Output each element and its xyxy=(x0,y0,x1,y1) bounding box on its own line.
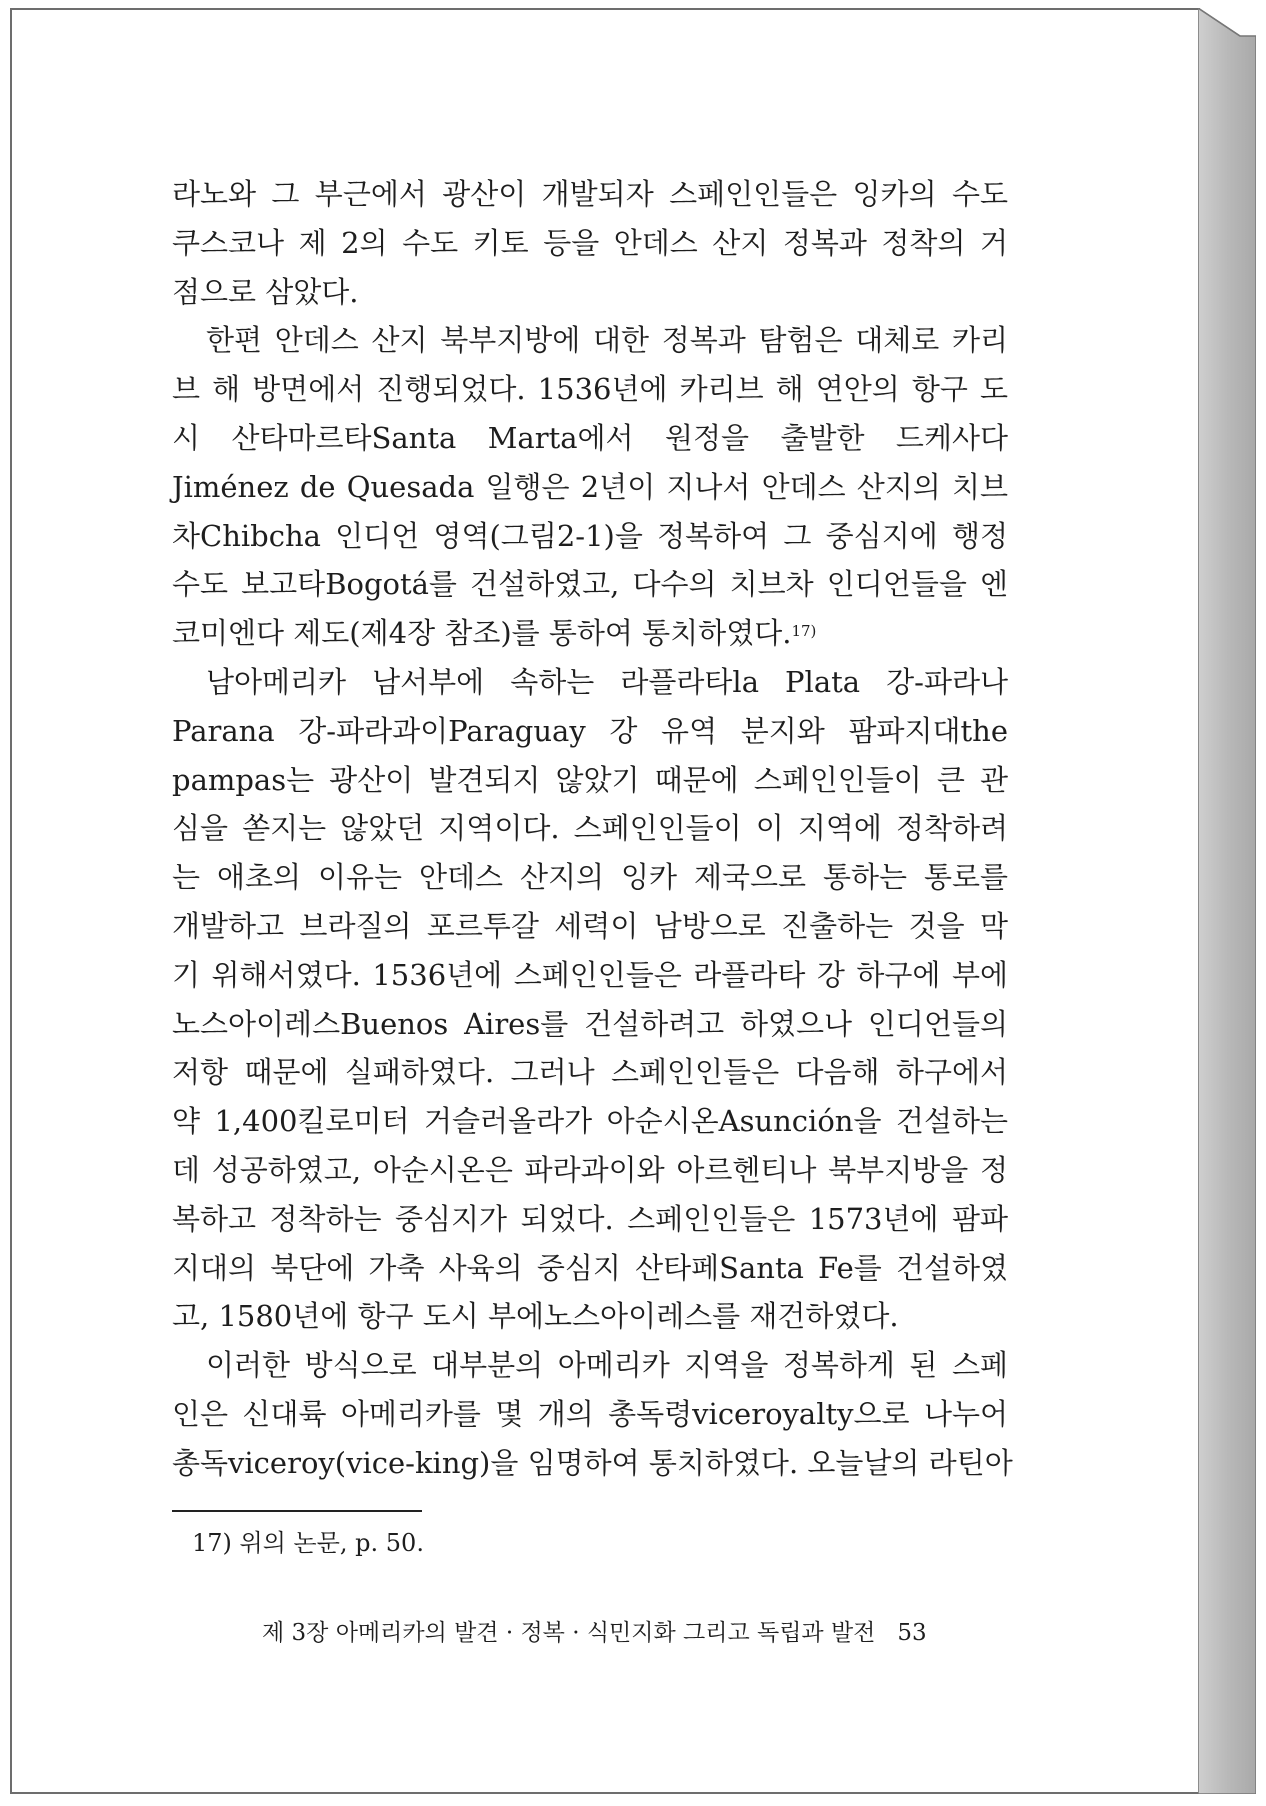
text-line: 복하고 정착하는 중심지가 되었다. 스페인인들은 1573년에 팜파 xyxy=(172,1201,1008,1236)
text-line: 한편 안데스 산지 북부지방에 대한 정복과 탐험은 대체로 카리 xyxy=(206,323,1008,358)
text-line: 점으로 삼았다. xyxy=(172,274,359,309)
text-line: 데 성공하였고, 아순시온은 파라과이와 아르헨티나 북부지방을 정 xyxy=(172,1152,1008,1187)
text-line: Parana 강-파라과이Paraguay 강 유역 분지와 팜파지대the xyxy=(172,713,1008,748)
chapter-title: 제 3장 아메리카의 발견 · 정복 · 식민지화 그리고 독립과 발전 xyxy=(262,1620,876,1646)
text-line: 수도 보고타Bogotá를 건설하였고, 다수의 치브차 인디언들을 엔 xyxy=(172,567,1008,602)
text-line: 심을 쏟지는 않았던 지역이다. 스페인인들이 이 지역에 정착하려 xyxy=(172,811,1008,846)
text-line: 인은 신대륙 아메리카를 몇 개의 총독령viceroyalty으로 나누어 xyxy=(172,1396,1008,1431)
text-line: pampas는 광산이 발견되지 않았기 때문에 스페인인들이 큰 관 xyxy=(172,762,1008,797)
text-line: 는 애초의 이유는 안데스 산지의 잉카 제국으로 통하는 통로를 xyxy=(172,860,1008,895)
text-line: 고, 1580년에 항구 도시 부에노스아이레스를 재건하였다. xyxy=(172,1299,899,1334)
text-line: 이러한 방식으로 대부분의 아메리카 지역을 정복하게 된 스페 xyxy=(206,1348,1008,1383)
text-line: 기 위해서였다. 1536년에 스페인인들은 라플라타 강 하구에 부에 xyxy=(172,957,1008,992)
footnote: 17) 위의 논문, p. 50. xyxy=(192,1529,424,1557)
text-line-content: 코미엔다 제도(제4장 참조)를 통하여 통치하였다. xyxy=(172,616,792,651)
text-line: 개발하고 브라질의 포르투갈 세력이 남방으로 진출하는 것을 막 xyxy=(172,908,1008,943)
text-line-with-footnote xyxy=(172,609,1008,658)
text-line: 약 1,400킬로미터 거슬러올라가 아순시온Asunción을 건설하는 xyxy=(172,1104,1008,1139)
text-line: 총독viceroy(vice-king)을 임명하여 통치하였다. 오늘날의 라틴아 xyxy=(172,1445,1013,1480)
footnote-reference: 17) xyxy=(791,622,817,641)
text-line: 남아메리카 남서부에 속하는 라플라타la Plata 강-파라나 xyxy=(206,664,1008,699)
text-line: 시 산타마르타Santa Marta에서 원정을 출발한 드케사다 xyxy=(172,420,1008,455)
text-line: 지대의 북단에 가축 사육의 중심지 산타페Santa Fe를 건설하였 xyxy=(172,1250,1008,1285)
text-line: 노스아이레스Buenos Aires를 건설하려고 하였으나 인디언들의 xyxy=(172,1006,1008,1041)
running-footer xyxy=(262,1614,927,1647)
page-edge-shadow xyxy=(1198,8,1256,1794)
footnote-divider xyxy=(172,1510,422,1512)
text-line: 브 해 방면에서 진행되었다. 1536년에 카리브 해 연안의 항구 도 xyxy=(172,372,1008,407)
body-text xyxy=(172,170,1013,1488)
text-line: 쿠스코나 제 2의 수도 키토 등을 안데스 산지 정복과 정착의 거 xyxy=(172,225,1008,260)
page-number: 53 xyxy=(897,1620,927,1646)
text-line: 라노와 그 부근에서 광산이 개발되자 스페인인들은 잉카의 수도 xyxy=(172,177,1008,211)
text-line: 저항 때문에 실패하였다. 그러나 스페인인들은 다음해 하구에서 xyxy=(172,1055,1008,1090)
text-line: 차Chibcha 인디언 영역(그림2-1)을 정복하여 그 중심지에 행정 xyxy=(172,518,1008,553)
text-line: Jiménez de Quesada 일행은 2년이 지나서 안데스 산지의 치브 xyxy=(172,469,1008,504)
